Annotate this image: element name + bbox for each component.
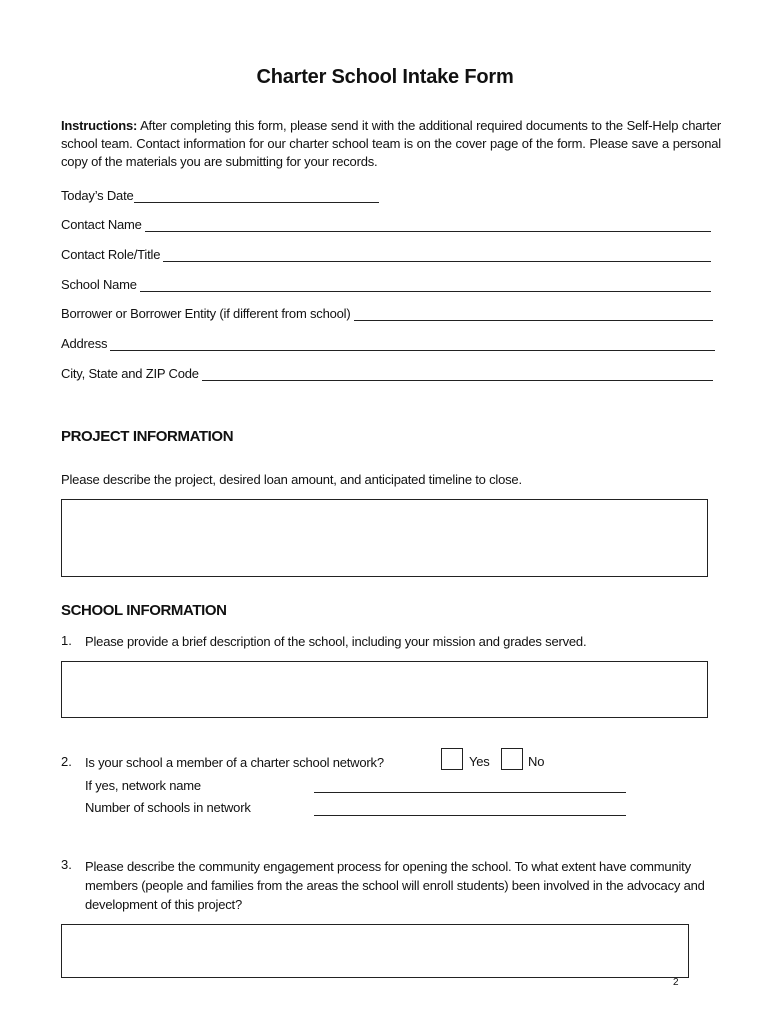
contact-role-field[interactable] — [61, 242, 711, 262]
network-name-label: If yes, network name — [85, 778, 201, 793]
no-label: No — [528, 754, 545, 769]
borrower-field[interactable] — [61, 301, 713, 321]
todays-date-label: Today’s Date — [61, 188, 134, 203]
city-state-zip-label: City, State and ZIP Code — [61, 366, 199, 381]
question-2-text: Is your school a member of a charter school network? — [85, 755, 384, 770]
address-field[interactable] — [61, 331, 715, 351]
instructions-lead: Instructions: — [61, 118, 138, 133]
form-title: Charter School Intake Form — [256, 66, 514, 88]
question-1-textbox[interactable] — [61, 661, 708, 718]
network-name-line[interactable] — [314, 792, 626, 793]
project-textbox[interactable] — [61, 499, 708, 577]
city-state-zip-field[interactable] — [61, 361, 713, 381]
contact-role-line[interactable] — [163, 247, 711, 262]
project-heading: PROJECT INFORMATION — [61, 428, 234, 445]
school-heading: SCHOOL INFORMATION — [61, 602, 227, 619]
no-checkbox[interactable] — [501, 748, 523, 770]
address-line[interactable] — [110, 336, 715, 351]
contact-name-field[interactable] — [61, 212, 711, 232]
question-3-number: 3. — [61, 857, 72, 872]
todays-date-field[interactable] — [61, 183, 379, 203]
network-count-line[interactable] — [314, 815, 626, 816]
todays-date-line[interactable] — [134, 188, 379, 203]
contact-role-label: Contact Role/Title — [61, 247, 161, 262]
yes-label: Yes — [469, 754, 490, 769]
address-label: Address — [61, 336, 108, 351]
contact-name-line[interactable] — [145, 217, 711, 232]
school-name-label: School Name — [61, 277, 137, 292]
borrower-label: Borrower or Borrower Entity (if different from school) — [61, 306, 351, 321]
city-state-zip-line[interactable] — [202, 366, 713, 381]
question-2-number: 2. — [61, 754, 72, 769]
instructions-text: After completing this form, please send it with the additional required documents to the Self-Help charter school team. Contact information for our charter school team is on the cover page of the form. Please save a personal copy of the materials you are submitting for your records. — [61, 118, 721, 169]
question-3-text: Please describe the community engagement process for opening the school. To what extent have community members (people and families from the areas the school will enroll students) been involved in the advocacy and development of this project? — [85, 859, 705, 912]
borrower-line[interactable] — [354, 306, 713, 321]
yes-checkbox[interactable] — [441, 748, 463, 770]
question-1-number: 1. — [61, 633, 72, 648]
question-3-textbox[interactable] — [61, 924, 689, 978]
contact-name-label: Contact Name — [61, 217, 142, 232]
network-count-label: Number of schools in network — [85, 800, 251, 815]
page-number: 2 — [673, 977, 679, 988]
project-prompt: Please describe the project, desired loan amount, and anticipated timeline to close. — [61, 472, 522, 487]
instructions — [61, 117, 721, 171]
school-name-line[interactable] — [140, 277, 711, 292]
school-name-field[interactable] — [61, 272, 711, 292]
question-1-text: Please provide a brief description of the school, including your mission and grades served. — [85, 634, 587, 649]
